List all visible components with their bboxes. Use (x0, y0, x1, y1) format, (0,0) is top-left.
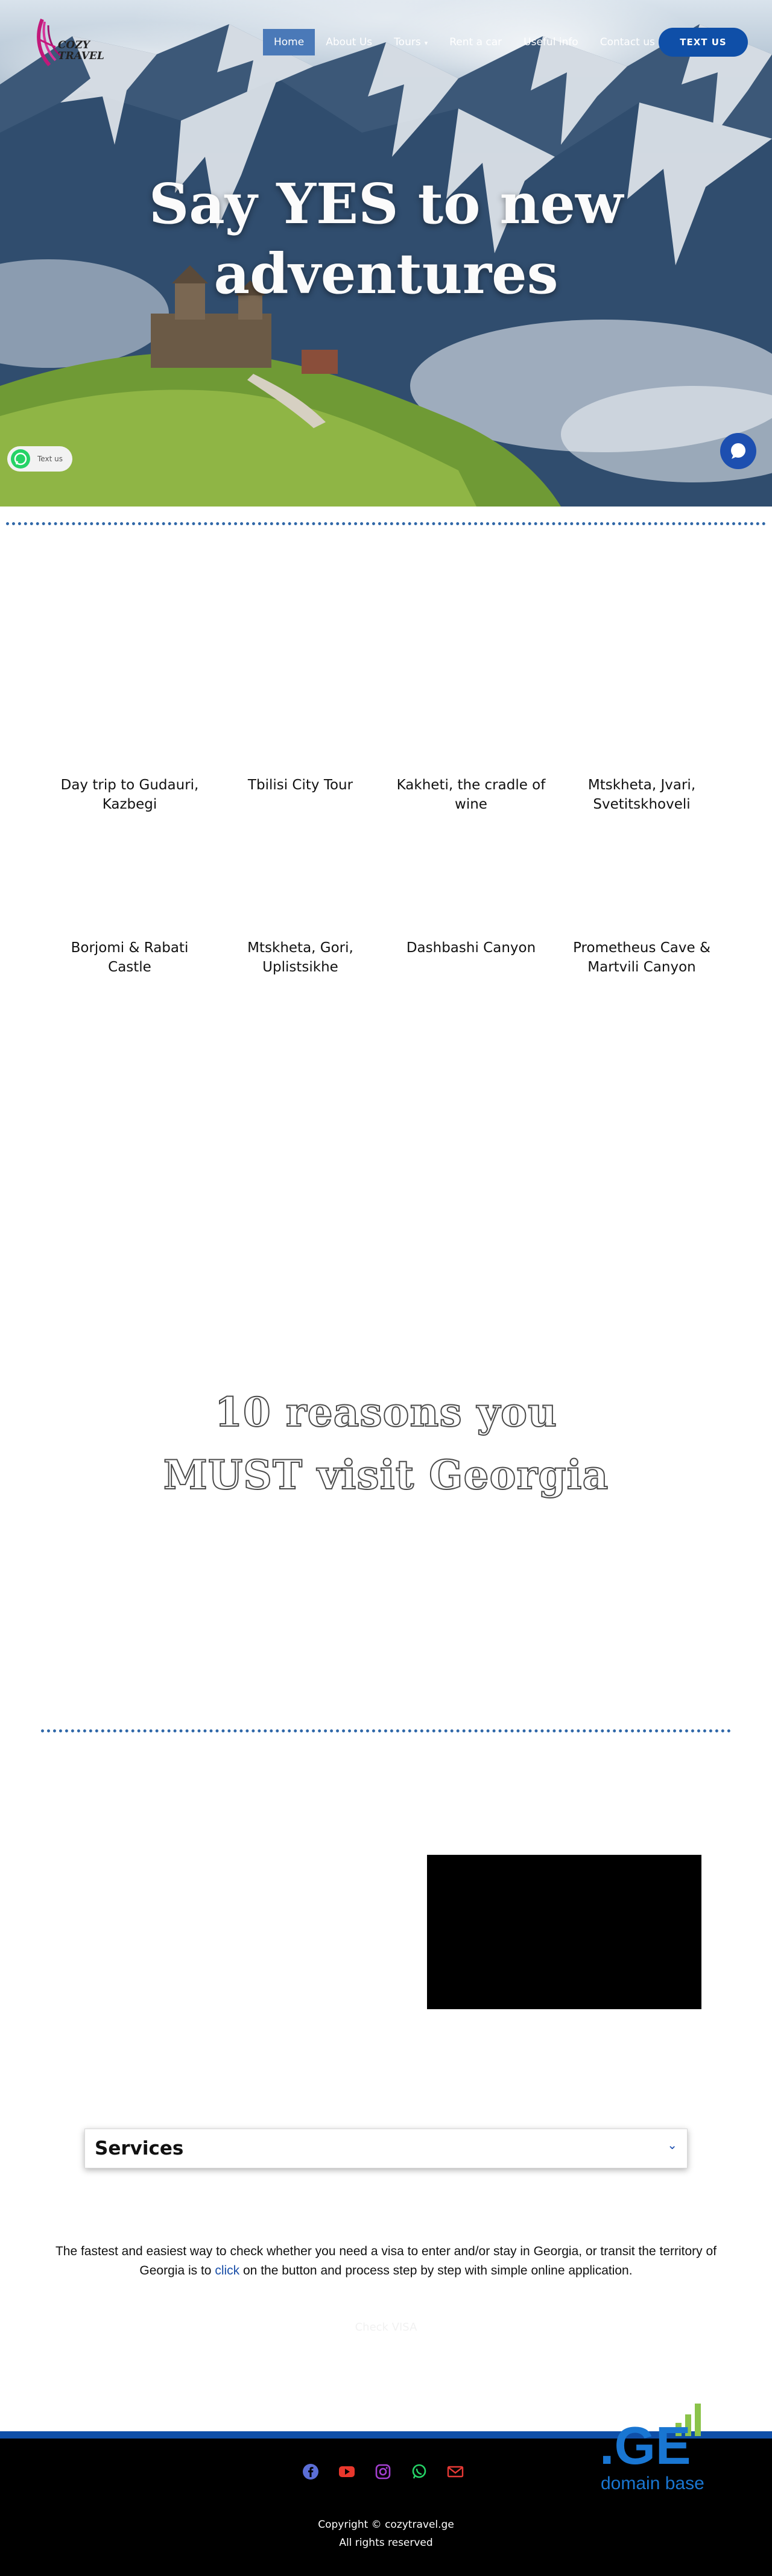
nav-contact-us[interactable] (589, 29, 666, 55)
nav-rent-a-car[interactable] (438, 29, 513, 55)
rights-text: All rights reserved (339, 2537, 433, 2549)
tour-title-line1: Kakheti, the cradle of (396, 777, 546, 793)
check-visa-button[interactable]: Check VISA (355, 2321, 417, 2334)
nav-about-us-label: About Us (326, 36, 373, 48)
nav-useful-info-label: Useful info (524, 36, 578, 48)
tour-title-line1: Tbilisi City Tour (247, 777, 353, 793)
logo-text-line1: COZY (58, 39, 90, 51)
reasons-heading-line1: 10 reasons you (214, 1389, 557, 1436)
domain-badge-text: domain base (601, 2473, 704, 2493)
reasons-heading-line2: MUST visit Georgia (163, 1451, 609, 1498)
nav-tours[interactable] (383, 29, 438, 55)
visa-text-before: The fastest and easiest way to check whether you need a visa to enter and/or stay in Georgia, or transit the territory of Georgia is to (55, 2244, 717, 2278)
tour-card[interactable] (222, 938, 379, 977)
tour-title-line1: Mtskheta, Jvari, (587, 777, 696, 793)
services-label: Services (95, 2138, 184, 2159)
section-divider-middle (41, 1729, 731, 1732)
hero-title-line2: adventures (214, 241, 558, 306)
logo-text (58, 40, 104, 62)
visa-info-text (48, 2242, 724, 2281)
tour-card[interactable] (51, 938, 208, 977)
reasons-heading (0, 1381, 772, 1506)
tour-title-line1: Borjomi & Rabati Castle (71, 940, 189, 975)
whatsapp-icon[interactable] (410, 2463, 428, 2481)
domain-badge-tld: .GE (600, 2416, 691, 2475)
facebook-icon[interactable] (302, 2463, 320, 2481)
domain-base-badge[interactable] (597, 2399, 736, 2507)
tour-title-line2: Svetitskhoveli (593, 797, 691, 812)
text-us-button[interactable]: TEXT US (659, 28, 748, 57)
whatsapp-icon (11, 449, 30, 469)
chat-bubble-icon (720, 433, 756, 469)
tour-title-line2: Kazbegi (102, 797, 157, 812)
footer-copyright (0, 2516, 772, 2552)
tour-title-line1: Dashbashi Canyon (406, 940, 536, 956)
social-links (302, 2463, 464, 2481)
video-embed[interactable] (427, 1855, 701, 2009)
visa-text-after: on the button and process step by step with simple online application. (239, 2264, 633, 2278)
email-icon[interactable] (446, 2463, 464, 2481)
youtube-icon[interactable] (338, 2463, 356, 2481)
instagram-icon[interactable] (374, 2463, 392, 2481)
tour-card[interactable] (393, 938, 549, 958)
domain-badge-graphic (597, 2399, 736, 2507)
nav-about-us[interactable] (315, 29, 383, 55)
tour-title-line1: Day trip to Gudauri, (60, 777, 199, 793)
tour-card[interactable] (563, 938, 720, 977)
tour-title-line2: Uplistsikhe (262, 959, 338, 975)
nav-rent-a-car-label: Rent a car (449, 36, 502, 48)
copyright-text: Copyright © cozytravel.ge (318, 2519, 454, 2531)
chevron-down-icon: ⌄ (667, 2138, 677, 2152)
whatsapp-label: Text us (37, 455, 63, 463)
hero-section (0, 0, 772, 507)
main-navigation (263, 29, 666, 55)
live-chat-button[interactable] (720, 433, 756, 469)
hero-title (0, 169, 772, 309)
nav-home[interactable] (263, 29, 315, 55)
nav-contact-us-label: Contact us (600, 36, 655, 48)
logo-text-line2: TRAVEL (58, 50, 104, 62)
section-divider-top (6, 522, 766, 525)
whatsapp-chat-widget[interactable] (7, 446, 72, 472)
hero-title-line1: Say YES to new (148, 171, 624, 236)
tour-card[interactable] (563, 775, 720, 814)
tour-title-line2: wine (455, 797, 487, 812)
tour-card[interactable] (51, 775, 208, 814)
nav-tours-label: Tours (394, 36, 421, 48)
nav-useful-info[interactable] (513, 29, 589, 55)
tour-card[interactable] (393, 775, 549, 814)
nav-home-label: Home (274, 36, 305, 48)
chevron-down-icon: ▾ (424, 39, 428, 47)
tour-title-line2: Martvili Canyon (587, 959, 696, 975)
visa-click-link[interactable]: click (215, 2264, 240, 2278)
tour-title-line1: Prometheus Cave & (573, 940, 710, 956)
services-accordion[interactable] (84, 2129, 688, 2168)
tour-card[interactable] (222, 775, 379, 795)
tour-title-line1: Mtskheta, Gori, (247, 940, 353, 956)
